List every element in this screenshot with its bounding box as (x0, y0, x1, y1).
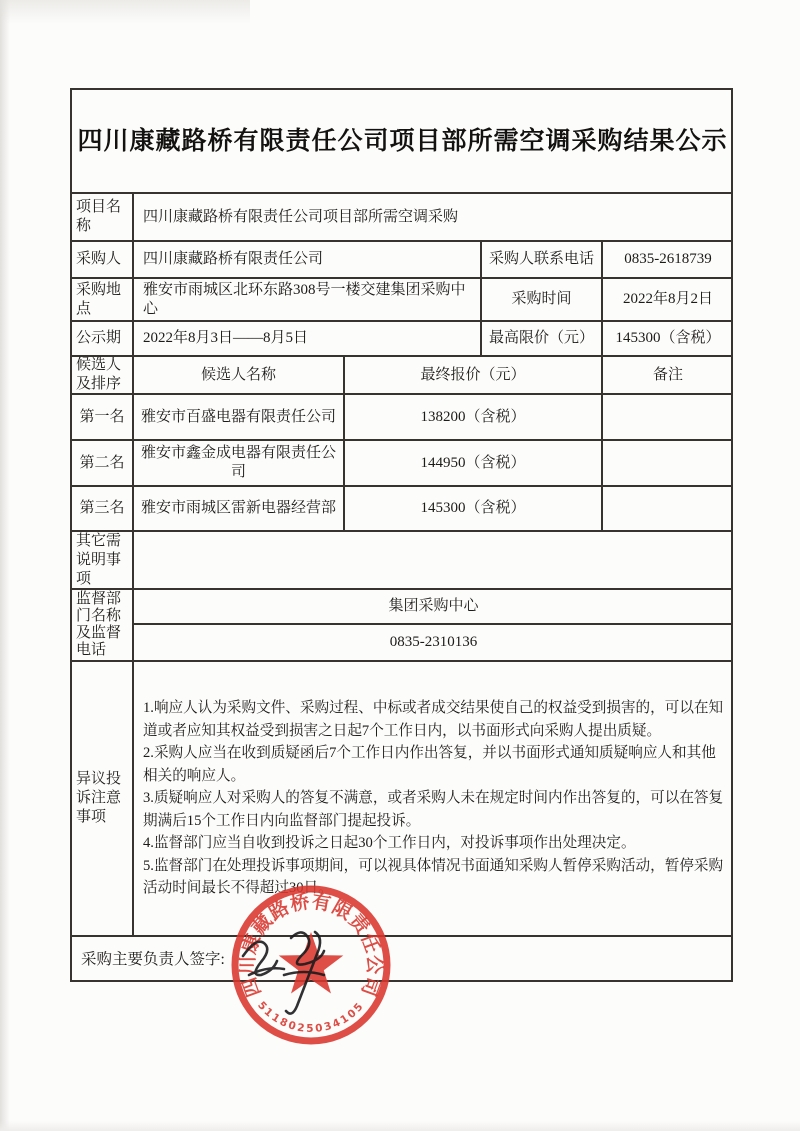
candidate-price-header: 最终报价（元） (343, 355, 601, 393)
candidate-remark (601, 485, 733, 530)
purchaser-value: 四川康藏路桥有限责任公司 (132, 240, 480, 277)
candidate-remark (601, 439, 733, 485)
publicity-period-label: 公示期 (70, 320, 132, 355)
candidate-name: 雅安市百盛电器有限责任公司 (132, 393, 343, 439)
max-price-label: 最高限价（元） (480, 320, 601, 355)
objection-label: 异议投诉注意事项 (70, 660, 132, 935)
seal-number-text: 5118025034105 (255, 999, 367, 1035)
seal-company-text: 四川康藏路桥有限责任公司 (237, 891, 385, 1000)
objection-item: 1.响应人认为采购文件、采购过程、中标或者成交结果使自己的权益受到损害的，可以在知道或者应知其权益受到损害之日起7个工作日内，以书面形式向采购人提出质疑。 (143, 700, 724, 739)
candidates-rank-header: 候选人及排序 (70, 355, 132, 393)
project-name-label: 项目名称 (70, 192, 132, 240)
company-seal (227, 878, 395, 1052)
other-notes-label: 其它需说明事项 (70, 530, 132, 588)
purchase-time-label: 采购时间 (480, 277, 601, 320)
location-label: 采购地点 (70, 277, 132, 320)
candidate-remark (601, 393, 733, 439)
objection-item: 2.采购人应当在收到质疑函后7个工作日内作出答复，并以书面形式通知质疑响应人和其他相关的响应人。 (143, 745, 716, 784)
candidate-price: 145300（含税） (343, 485, 601, 530)
project-name-value: 四川康藏路桥有限责任公司项目部所需空调采购 (132, 192, 733, 240)
supervision-dept-value: 集团采购中心 (132, 588, 733, 623)
purchaser-phone-value: 0835-2618739 (601, 240, 733, 277)
scan-edge-bottom (0, 1121, 800, 1131)
candidate-name: 雅安市雨城区雷新电器经营部 (132, 485, 343, 530)
candidate-name-header: 候选人名称 (132, 355, 343, 393)
candidate-remark-header: 备注 (601, 355, 733, 393)
objection-text (134, 697, 733, 900)
scan-edge-top (0, 0, 250, 24)
candidate-price: 144950（含税） (343, 439, 601, 485)
objection-item: 5.监督部门在处理投诉事项期间，可以视具体情况书面通知采购人暂停采购活动，暂停采购活动时间最长不得超过30日。 (143, 857, 724, 897)
objection-item: 3.质疑响应人对采购人的答复不满意，或者采购人未在规定时间内作出答复的，可以在答复期满后15个工作日内向监督部门提起投诉。 (143, 790, 724, 829)
max-price-value: 145300（含税） (601, 320, 733, 355)
candidate-rank: 第二名 (70, 439, 132, 485)
scan-edge-left (0, 0, 10, 1131)
candidate-rank: 第一名 (70, 393, 132, 439)
candidate-rank: 第三名 (70, 485, 132, 530)
supervision-label: 监督部门名称及监督电话 (70, 588, 132, 660)
candidate-price: 138200（含税） (343, 393, 601, 439)
objection-text-cell (132, 660, 733, 935)
document-title: 四川康藏路桥有限责任公司项目部所需空调采购结果公示 (70, 88, 733, 192)
candidate-name: 雅安市鑫金成电器有限责任公司 (132, 439, 343, 485)
purchaser-phone-label: 采购人联系电话 (480, 240, 601, 277)
signature-row-label: 采购主要负责人签字: (70, 935, 733, 982)
publicity-period-value: 2022年8月3日——8月5日 (132, 320, 480, 355)
purchase-time-value: 2022年8月2日 (601, 277, 733, 320)
purchaser-label: 采购人 (70, 240, 132, 277)
other-notes-value (132, 530, 733, 588)
announcement-table (70, 88, 733, 982)
location-value: 雅安市雨城区北环东路308号一楼交建集团采购中心 (132, 277, 480, 320)
supervision-phone-value: 0835-2310136 (132, 623, 733, 660)
objection-item: 4.监督部门应当自收到投诉之日起30个工作日内，对投诉事项作出处理决定。 (143, 835, 636, 852)
